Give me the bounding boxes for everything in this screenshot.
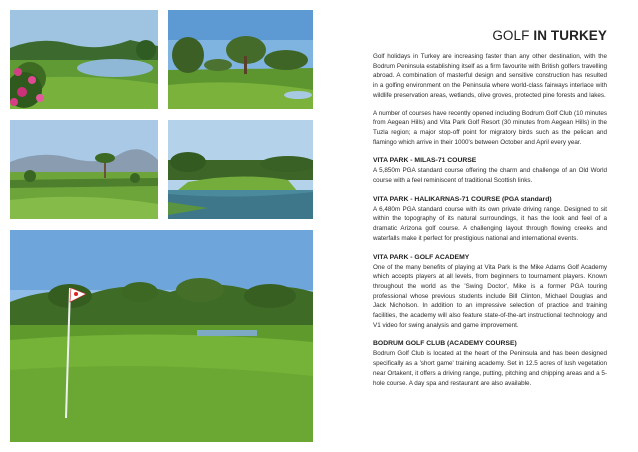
section-body: A 6,480m PGA standard course with its own private driving range. Designed to sit within the topography of its natural surroundings, it has the look and feel of a dramatic Arizona golf course. A challenging layout through flowing creeks and waterfalls make it perfect for prestigious national and international events. xyxy=(373,205,607,242)
golf-photo-pines xyxy=(168,10,313,109)
page-title-light: GOLF xyxy=(492,28,530,43)
section-heading: BODRUM GOLF CLUB (ACADEMY COURSE) xyxy=(373,340,517,348)
intro-paragraph-1: Golf holidays in Turkey are increasing faster than any other destination, with the Bodrum Peninsula establishing itself as a firm favourite with British golfers travelling abroad. A combination of masterful design and sensitive construction has resulted in a golfing environment on the Peninsula where world-class fairways interlace with wildlife preservation areas, wetlands, olive groves, protected pine forests and lakes. xyxy=(373,53,607,99)
page-title-bold: IN TURKEY xyxy=(533,28,607,43)
section-bodrum-golf-club xyxy=(373,339,607,388)
article-column xyxy=(373,28,607,388)
page-title xyxy=(373,28,607,44)
golf-photo-mountains xyxy=(10,120,158,219)
section-body: A 5,850m PGA standard course offering the charm and challenge of an Old World course with a feel reminiscent of traditional Scottish links. xyxy=(373,167,607,185)
golf-photo-flowers-lake xyxy=(10,10,158,109)
section-milas xyxy=(373,156,607,185)
section-heading: VITA PARK - MILAS-71 COURSE xyxy=(373,157,477,165)
section-body: One of the many benefits of playing at Vita Park is the Mike Adams Golf Academy which accepts players at all levels, from beginners to tournament players. Known throughout the world as the 'Swing Doctor', Mike is a former PGA touring professional whose previous students include Bill Clinton, Michael Douglas and Jack Nicholson. In addition to an impressive selection of practice and training facilities, the academy will also feature state-of-the-art instructional technology and V1 video for swing analysis and game improvement. xyxy=(373,263,607,329)
section-halikarnas xyxy=(373,195,607,244)
section-body: Bodrum Golf Club is located at the heart of the Peninsula and has been designed specifically as a 'short game' training academy. Set in 12.5 acres of lush vegetation near Ortakent, it offers a driving range, putting, pitching and chipping areas and a 5-hole course. A day spa and restaurant are also available. xyxy=(373,350,607,387)
golf-photo-green-water xyxy=(168,120,313,219)
section-golf-academy xyxy=(373,253,607,331)
golf-photo-flag-green xyxy=(10,230,313,442)
intro-paragraph-2: A number of courses have recently opened including Bodrum Golf Club (10 minutes from Aegean Hills) and Vita Park Golf Resort (30 minutes from Aegean Hills) in the Tuzla region; a major stop-off point for migratory birds such as the pelican and flamingo which arrive in their 1000's between October and April every year. xyxy=(373,109,607,146)
section-heading: VITA PARK - HALIKARNAS-71 COURSE (PGA standard) xyxy=(373,195,552,203)
section-heading: VITA PARK - GOLF ACADEMY xyxy=(373,253,470,261)
